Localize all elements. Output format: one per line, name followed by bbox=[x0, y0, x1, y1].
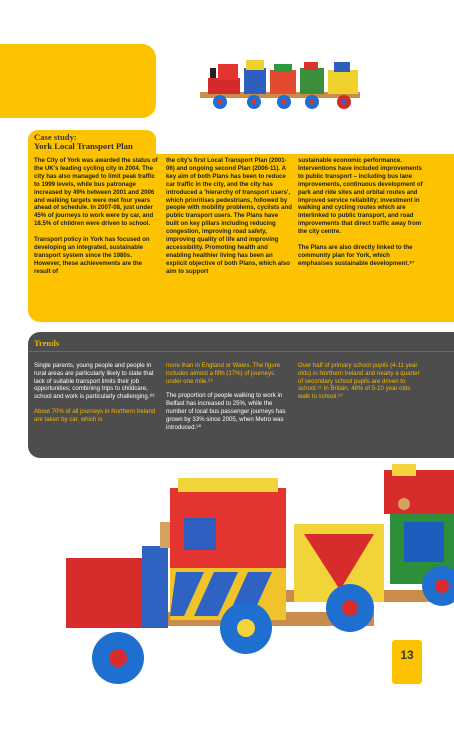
case-study-paragraph: the city's first Local Transport Plan (2001-06) and ongoing second Plan (2006-11). A key aim of both Plans has been to reduce car traffic in the city, and the city has introduced a 'hierarchy of transport users', which prioritises pedestrians, followed by people with mobility problems, cyclists and public transport users. The Plans have built on key pillars including reducing congestion, improving road safety, improving quality of life and improving accessibility. Promoting health and enabling healthier living has been an explicit objective of both Plans, which also aim to support bbox=[166, 157, 292, 275]
case-study-title: York Local Transport Plan bbox=[34, 141, 133, 151]
case-study-heading bbox=[34, 133, 133, 151]
case-study-column-2 bbox=[166, 157, 292, 284]
trends-column-2 bbox=[166, 362, 290, 438]
toy-train-illustration-small bbox=[198, 52, 366, 116]
case-study-column-1 bbox=[34, 157, 160, 284]
case-study-paragraph: sustainable economic performance. Interventions have included improvements to public transport – including bus lane improvements, continuous development of park and ride sites and orbital routes and improved service reliability; investment in walking and cycling routes which are interlinked to public transport, and road improvements that direct traffic away from the city centre. bbox=[298, 157, 423, 236]
trends-paragraph: The proportion of people walking to work in Belfast has increased to 25%, while the number of local bus passenger journeys has grown by 33% since 2005, when Metro was introduced.⁹⁰ bbox=[166, 392, 286, 431]
header-accent-band bbox=[0, 44, 156, 118]
case-study-paragraph: The Plans are also directly linked to the community plan for York, which emphasises sustainable development.⁸⁷ bbox=[298, 244, 415, 267]
case-study-column-3 bbox=[298, 157, 424, 276]
trends-paragraph-highlight: About 70% of all journeys in Northern Ireland are taken by car, which is bbox=[34, 407, 156, 423]
page-number: 13 bbox=[400, 648, 414, 662]
page-number-badge bbox=[392, 640, 422, 684]
trends-divider bbox=[28, 351, 454, 352]
trends-column-3 bbox=[298, 362, 422, 408]
trends-paragraph-highlight: more than in England or Wales. The figure includes almost a fifth (17%) of journeys under one mile.⁸⁹ bbox=[166, 362, 281, 385]
trends-title: Trends bbox=[34, 338, 60, 348]
trends-paragraph: Single parents, young people and people in rural areas are particularly likely to state that lack of suitable transport limits their job opportunities; combining trips to childcare, school and work is particularly challenging.⁸⁸ bbox=[34, 362, 155, 401]
trends-paragraph-highlight: Over half of primary school pupils (4-11 year olds) in Northern Ireland and nearly a quarter of secondary school pupils are driven to school.⁹¹ In Britain, 48% of 5-10 year olds walk to school.⁹² bbox=[298, 362, 420, 401]
case-study-paragraph: Transport policy in York has focused on developing an integrated, sustainable transport system since the 1980s. However, these achievements are the result of bbox=[34, 236, 150, 275]
case-study-label: Case study: bbox=[34, 132, 77, 142]
case-study-paragraph: The City of York was awarded the status of the UK's leading cycling city in 2004. The city has also managed to limit peak traffic to 1999 levels, while bus patronage increased by 49% between 2001 and 2006 and walking targets were met four years ahead of schedule. In 2007-08, just under 45% of journeys to work were by car, and 18.5% of children were driven to school. bbox=[34, 157, 158, 228]
trends-column-1 bbox=[34, 362, 158, 431]
